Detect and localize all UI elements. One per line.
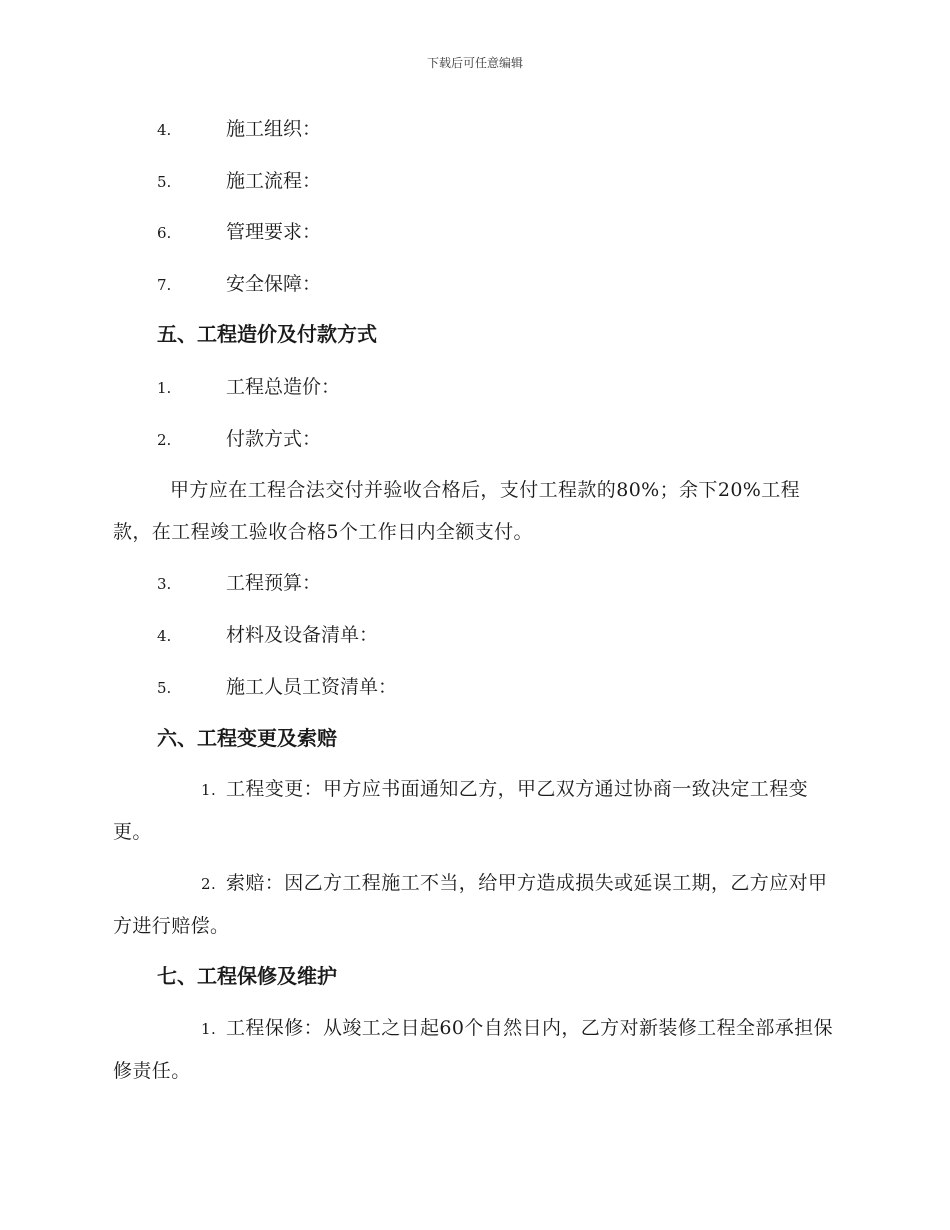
list-item bbox=[157, 622, 378, 649]
item-text: 管理要求： bbox=[226, 221, 322, 243]
list-item bbox=[157, 374, 340, 401]
list-paragraph bbox=[113, 1007, 835, 1092]
item-number: 2. bbox=[201, 875, 217, 893]
section-heading: 六、工程变更及索赔 bbox=[157, 726, 337, 750]
item-number: 2. bbox=[157, 431, 172, 449]
list-item bbox=[157, 271, 321, 298]
list-item bbox=[157, 570, 321, 597]
item-number: 1. bbox=[201, 781, 217, 799]
section-heading: 五、工程造价及付款方式 bbox=[157, 322, 377, 346]
item-number: 5. bbox=[157, 173, 172, 191]
item-number: 4. bbox=[157, 627, 172, 645]
item-number: 3. bbox=[157, 575, 172, 593]
item-text: 施工人员工资清单： bbox=[226, 676, 398, 698]
item-text: 材料及设备清单： bbox=[226, 624, 379, 646]
item-number: 1. bbox=[201, 1020, 217, 1038]
item-text: 安全保障： bbox=[226, 273, 322, 295]
item-text: 工程预算： bbox=[226, 572, 322, 594]
item-number: 1. bbox=[157, 379, 172, 397]
item-text: 工程总造价： bbox=[226, 376, 341, 398]
item-number: 6. bbox=[157, 224, 172, 242]
list-item bbox=[157, 219, 321, 246]
item-number: 4. bbox=[157, 121, 172, 139]
list-item bbox=[157, 674, 397, 701]
item-text: 工程保修：从竣工之日起60个自然日内，乙方对新装修工程全部承担保修责任。 bbox=[113, 1017, 833, 1082]
item-text: 施工流程： bbox=[226, 170, 322, 192]
header-note: 下载后可任意编辑 bbox=[426, 56, 523, 70]
list-item bbox=[157, 116, 321, 143]
section-heading: 七、工程保修及维护 bbox=[157, 964, 337, 988]
item-text: 索赔：因乙方工程施工不当，给甲方造成损失或延误工期，乙方应对甲方进行赔偿。 bbox=[113, 872, 828, 937]
item-text: 付款方式： bbox=[226, 428, 322, 450]
item-number: 5. bbox=[157, 679, 172, 697]
payment-paragraph: 甲方应在工程合法交付并验收合格后，支付工程款的80%；余下20%工程款，在工程竣工验收合格5个工作日内全额支付。 bbox=[113, 479, 801, 543]
list-item bbox=[157, 168, 321, 195]
list-paragraph bbox=[113, 862, 835, 947]
item-text: 施工组织： bbox=[226, 118, 322, 140]
list-paragraph bbox=[113, 768, 835, 853]
item-text: 工程变更：甲方应书面通知乙方，甲乙双方通过协商一致决定工程变更。 bbox=[113, 778, 809, 843]
list-item bbox=[157, 426, 321, 453]
item-number: 7. bbox=[157, 276, 172, 294]
